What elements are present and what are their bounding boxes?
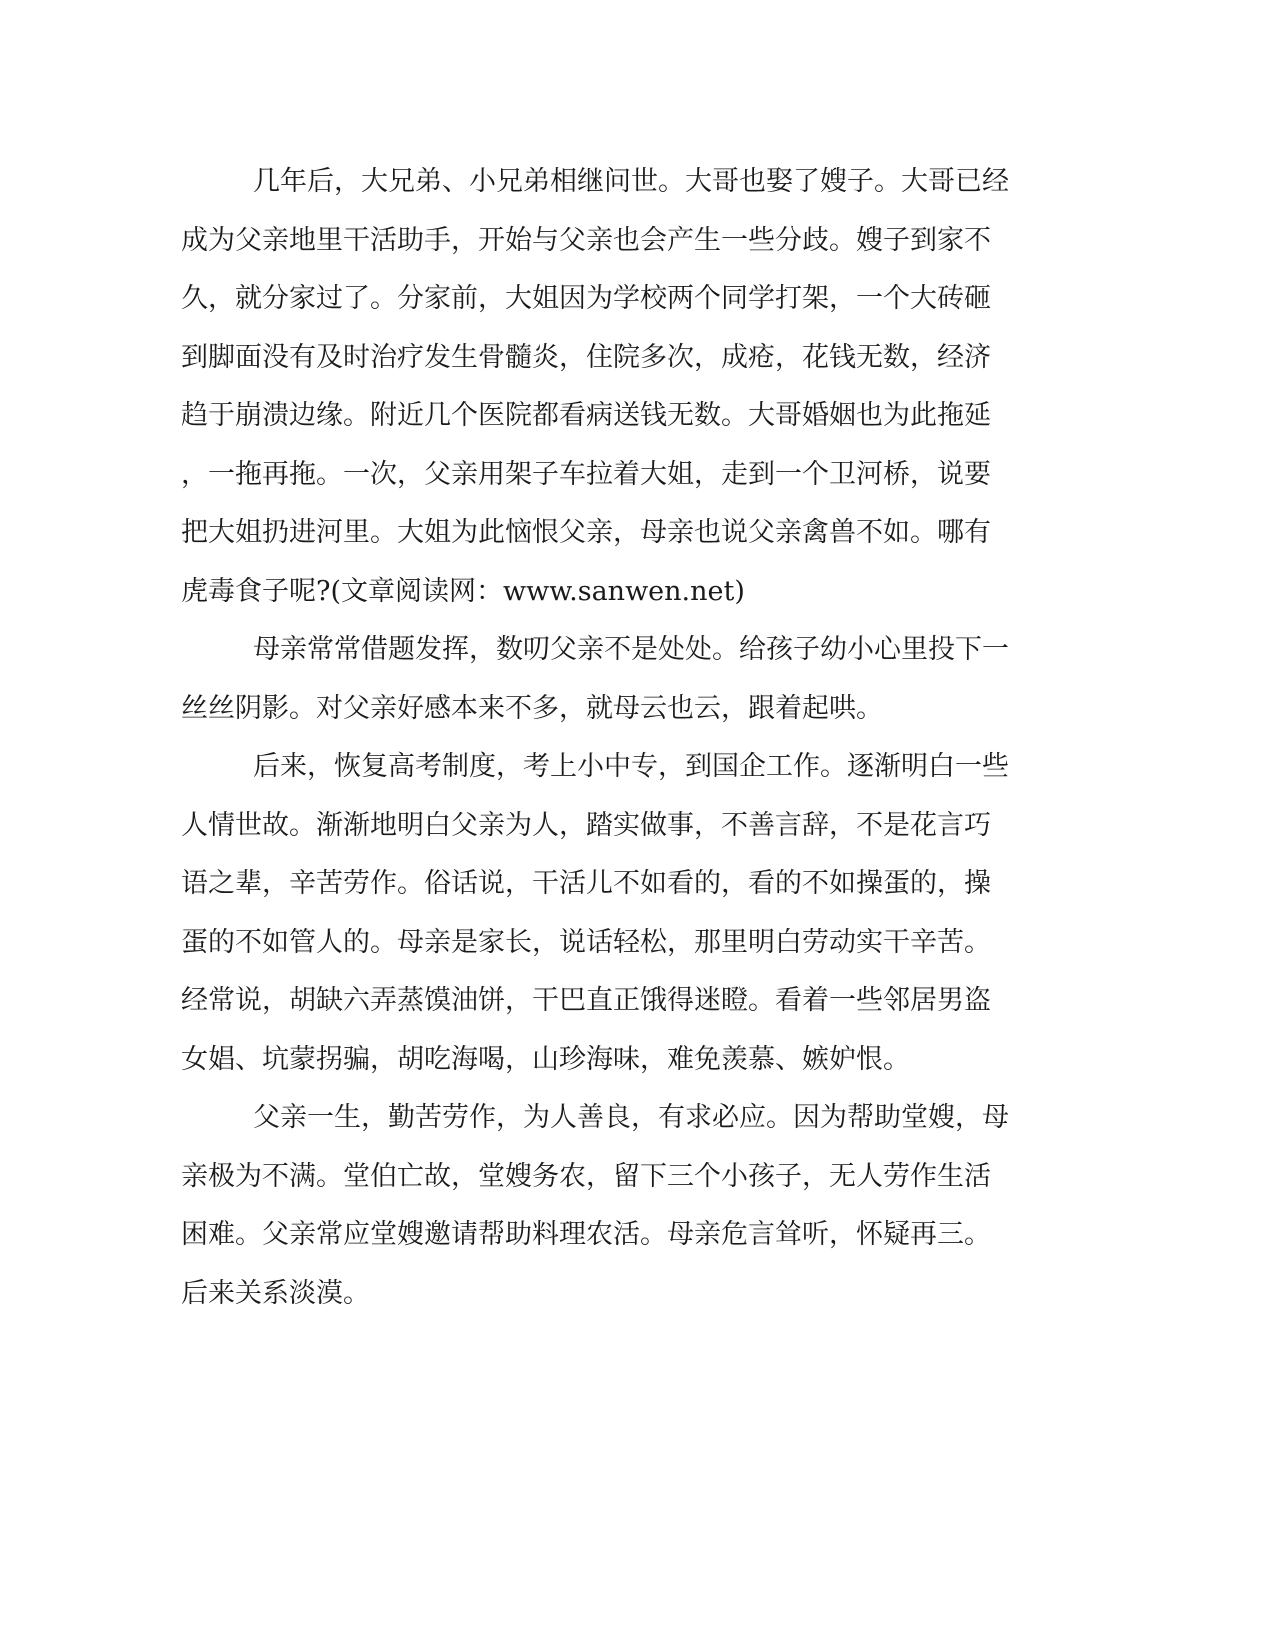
text-line: 趋于崩溃边缘。附近几个医院都看病送钱无数。大哥婚姻也为此拖延 — [181, 400, 991, 431]
article-body — [181, 160, 1041, 1330]
paragraph-1 — [181, 160, 1041, 628]
text-line: 几年后，大兄弟、小兄弟相继问世。大哥也娶了嫂子。大哥已经 — [253, 166, 1009, 197]
text-line: ，一拖再拖。一次，父亲用架子车拉着大姐，走到一个卫河桥，说要 — [181, 458, 991, 490]
text-line: 蛋的不如管人的。母亲是家长，说话轻松，那里明白劳动实干辛苦。 — [181, 926, 991, 958]
text-line: 后来关系淡漠。 — [181, 1277, 370, 1309]
text-line: 把大姐扔进河里。大姐为此恼恨父亲，母亲也说父亲禽兽不如。哪有 — [181, 517, 991, 548]
text-line: 丝丝阴影。对父亲好感本来不多，就母云也云，跟着起哄。 — [181, 692, 883, 724]
text-line: 女娼、坑蒙拐骗，胡吃海喝，山珍海味，难免羡慕、嫉妒恨。 — [181, 1043, 910, 1075]
text-line: 到脚面没有及时治疗发生骨髓炎，住院多次，成疮，花钱无数，经济 — [181, 341, 991, 373]
text-line: 成为父亲地里干活助手，开始与父亲也会产生一些分歧。嫂子到家不 — [181, 224, 991, 256]
text-line: 人情世故。渐渐地明白父亲为人，踏实做事，不善言辞，不是花言巧 — [181, 809, 991, 841]
text-line: 虎毒食子呢?(文章阅读网：www.sanwen.net) — [181, 575, 745, 607]
text-line: 经常说，胡缺六弄蒸馍油饼，干巴直正饿得迷瞪。看着一些邻居男盗 — [181, 985, 991, 1016]
paragraph-3 — [181, 745, 1041, 1096]
text-line: 困难。父亲常应堂嫂邀请帮助料理农活。母亲危言耸听，怀疑再三。 — [181, 1219, 991, 1250]
paragraph-4 — [181, 1096, 1041, 1330]
text-line: 亲极为不满。堂伯亡故，堂嫂务农，留下三个小孩子，无人劳作生活 — [181, 1160, 991, 1192]
text-line: 后来，恢复高考制度，考上小中专，到国企工作。逐渐明白一些 — [253, 751, 1009, 782]
text-line: 语之辈，辛苦劳作。俗话说，干活儿不如看的，看的不如操蛋的，操 — [181, 868, 991, 899]
text-line: 久，就分家过了。分家前，大姐因为学校两个同学打架，一个大砖砸 — [181, 283, 991, 314]
paragraph-2 — [181, 628, 1041, 745]
text-line: 母亲常常借题发挥，数叨父亲不是处处。给孩子幼小心里投下一 — [253, 634, 1009, 665]
text-line: 父亲一生，勤苦劳作，为人善良，有求必应。因为帮助堂嫂，母 — [253, 1102, 1009, 1133]
